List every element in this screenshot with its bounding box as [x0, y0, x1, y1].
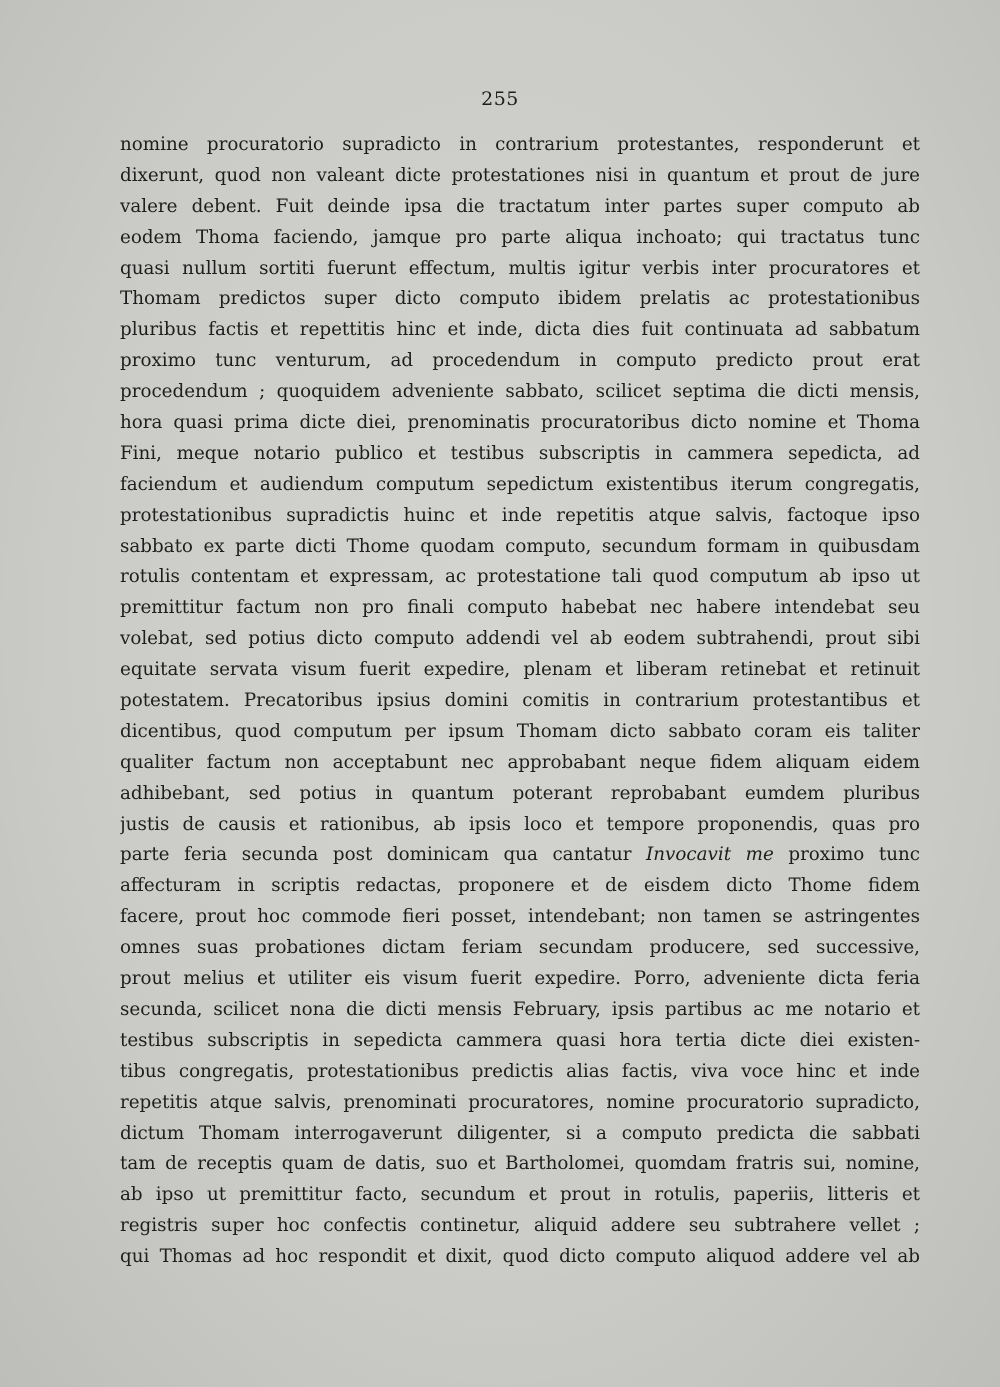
text-line: eodem Thoma faciendo, jamque pro parte aliqua inchoato; qui tractatus tunc	[120, 226, 920, 248]
text-line: proximo tunc venturum, ad procedendum in computo predicto prout erat	[120, 350, 920, 372]
text-line: hora quasi prima dicte diei, prenominatis procuratoribus dicto nomine et Thoma	[120, 412, 920, 434]
text-line: ab ipso ut premittitur facto, secundum et prout in rotulis, paperiis, litteris et	[120, 1184, 920, 1206]
text-line: tibus congregatis, protestationibus predictis alias factis, viva voce hinc et inde	[120, 1060, 920, 1082]
text-line: Fini, meque notario publico et testibus subscriptis in cammera sepedicta, ad	[120, 442, 920, 464]
text-line: justis de causis et rationibus, ab ipsis loco et tempore proponendis, quas pro	[120, 813, 920, 835]
text-line: tam de receptis quam de datis, suo et Bartholomei, quomdam fratris sui, nomine,	[120, 1153, 920, 1175]
text-line: procedendum ; quoquidem adveniente sabbato, scilicet septima die dicti mensis,	[120, 381, 920, 403]
text-line: dixerunt, quod non valeant dicte protestationes nisi in quantum et prout de jure	[120, 164, 920, 186]
text-segment: proximo tunc	[773, 844, 920, 866]
page-number: 255	[481, 88, 519, 110]
text-line: omnes suas probationes dictam feriam secundam producere, sed successive,	[120, 937, 920, 959]
italic-phrase: Invocavit me	[646, 844, 774, 866]
text-line: pluribus factis et repettitis hinc et inde, dicta dies fuit continuata ad sabbatum	[120, 319, 920, 341]
text-line: valere debent. Fuit deinde ipsa die tractatum inter partes super computo ab	[120, 195, 920, 217]
text-line: dicentibus, quod computum per ipsum Thomam dicto sabbato coram eis taliter	[120, 720, 920, 742]
text-line: faciendum et audiendum computum sepedictum existentibus iterum congregatis,	[120, 473, 920, 495]
text-line: rotulis contentam et expressam, ac protestatione tali quod computum ab ipso ut	[120, 566, 920, 588]
text-line: dictum Thomam interrogaverunt diligenter, si a computo predicta die sabbati	[120, 1122, 920, 1144]
text-line: protestationibus supradictis huinc et inde repetitis atque salvis, factoque ipso	[120, 504, 920, 526]
text-line: testibus subscriptis in sepedicta cammera quasi hora tertia dicte diei existen-	[120, 1029, 920, 1051]
text-line: affecturam in scriptis redactas, proponere et de eisdem dicto Thome fidem	[120, 875, 920, 897]
body-text	[120, 130, 920, 1273]
text-line: adhibebant, sed potius in quantum poterant reprobabant eumdem pluribus	[120, 782, 920, 804]
text-line: secunda, scilicet nona die dicti mensis February, ipsis partibus ac me notario et	[120, 998, 920, 1020]
text-line: quasi nullum sortiti fuerunt effectum, multis igitur verbis inter procuratores et	[120, 257, 920, 279]
text-line: sabbato ex parte dicti Thome quodam computo, secundum formam in quibusdam	[120, 535, 920, 557]
text-line: qui Thomas ad hoc respondit et dixit, quod dicto computo aliquod addere vel ab	[120, 1246, 920, 1268]
text-line: Thomam predictos super dicto computo ibidem prelatis ac protestationibus	[120, 288, 920, 310]
text-segment: parte feria secunda post dominicam qua cantatur	[120, 844, 647, 866]
text-line: nomine procuratorio supradicto in contrarium protestantes, responderunt et	[120, 134, 920, 155]
text-line: equitate servata visum fuerit expedire, plenam et liberam retinebat et retinuit	[120, 659, 920, 681]
text-line: prout melius et utiliter eis visum fuerit expedire. Porro, adveniente dicta feria	[120, 968, 920, 990]
text-line: registris super hoc confectis continetur, aliquid addere seu subtrahere vellet ;	[120, 1215, 920, 1237]
text-line: facere, prout hoc commode fieri posset, intendebant; non tamen se astringentes	[120, 906, 920, 928]
text-line: potestatem. Precatoribus ipsius domini comitis in contrarium protestantibus et	[120, 690, 920, 712]
text-line: qualiter factum non acceptabunt nec approbabant neque fidem aliquam eidem	[120, 751, 920, 773]
text-line: volebat, sed potius dicto computo addendi vel ab eodem subtrahendi, prout sibi	[120, 628, 920, 650]
text-line	[120, 840, 920, 871]
text-line: premittitur factum non pro finali computo habebat nec habere intendebat seu	[120, 597, 920, 619]
text-line: repetitis atque salvis, prenominati procuratores, nomine procuratorio supradicto,	[120, 1091, 920, 1113]
